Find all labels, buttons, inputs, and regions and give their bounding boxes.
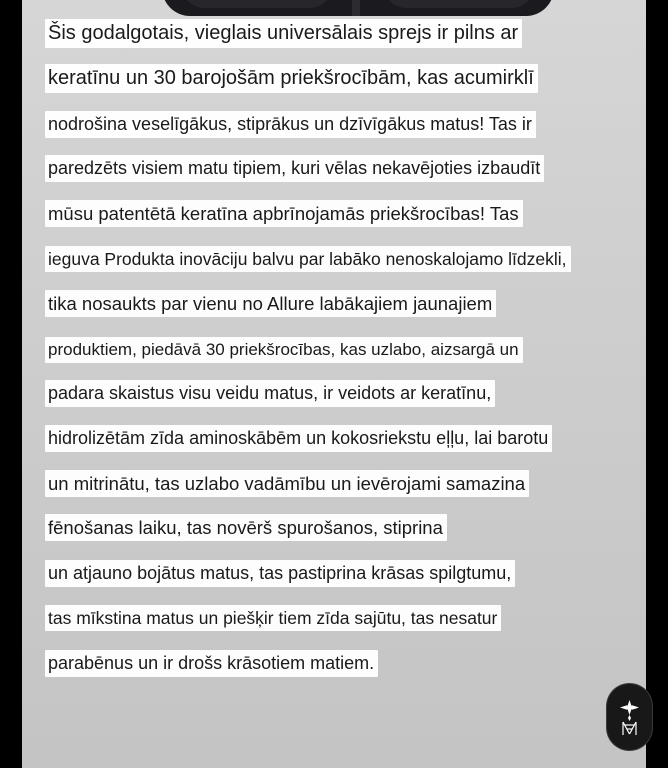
caption-line-3: nodrošina veselīgākus, stiprākus un dzīvīgākus matus! Tas ir [45, 111, 536, 138]
caption-line-6: ieguva Produkta inovāciju balvu par labāko nenoskalojamo līdzekli, [45, 246, 571, 272]
caption-line-1: Šis godalgotais, vieglais universālais sprejs ir pilns ar [45, 19, 522, 48]
caption-line-7: tika nosaukts par vienu no Allure labākajiem jaunajiem [45, 290, 496, 317]
caption-line-8: produktiem, piedāvā 30 priekšrocības, kas uzlabo, aizsargā un [45, 337, 523, 363]
device-hinge [352, 0, 360, 16]
brand-logo-badge[interactable] [607, 684, 652, 750]
caption-line-2: keratīnu un 30 barojošām priekšrocībām, kas acumirklī [45, 64, 538, 93]
caption-line-14: tas mīkstina matus un piešķir tiem zīda sajūtu, tas nesatur [45, 605, 501, 631]
device-left-part [182, 0, 332, 8]
caption-line-12: fēnošanas laiku, tas novērš spurošanos, stiprina [45, 514, 447, 541]
device-right-part [384, 0, 534, 8]
caption-line-13: un atjauno bojātus matus, tas pastiprina krāsas spilgtumu, [45, 560, 515, 587]
product-device-top [162, 0, 554, 16]
diamond-logo-icon [614, 694, 645, 740]
caption-line-10: hidrolizētām zīda aminoskābēm un kokosriekstu eļļu, lai barotu [45, 425, 552, 452]
caption-line-15: parabēnus un ir drošs krāsotiem matiem. [45, 650, 378, 677]
caption-line-11: un mitrinātu, tas uzlabo vadāmību un ievērojami samazina [45, 470, 529, 497]
caption-line-9: padara skaistus visu veidu matus, ir veidots ar keratīnu, [45, 380, 495, 407]
caption-line-5: mūsu patentētā keratīna apbrīnojamās priekšrocības! Tas [45, 200, 523, 227]
caption-line-4: paredzēts visiem matu tipiem, kuri vēlas nekavējoties izbaudīt [45, 155, 544, 182]
